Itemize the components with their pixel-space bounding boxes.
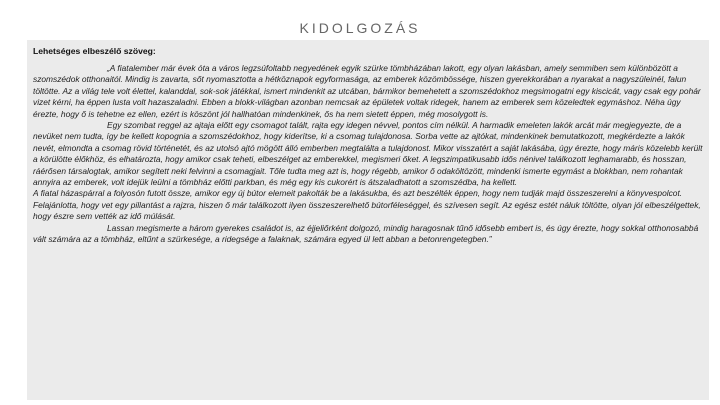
paragraph-3-text: A fiatal házaspárral a folyosón futott össze, amikor egy új bútor elemeit pakolták be a lakásukba, és azt beszélték éppen, hogy nem tudják majd összeszerelni a könyvespolcot. Felajánlotta, hogy vet egy pillantást a rajzra, hiszen ő már találkozott ilyen összeszerelhető bútorféleséggel, és szívesen segít. Az egész estét náluk töltötte, olyan jól elbeszélgettek, hogy észre sem vették az idő múlását. <box>33 188 701 222</box>
slide-title: KIDOLGOZÁS <box>299 20 421 36</box>
paragraph-4-text: Lassan megismerte a három gyerekes családot is, az éjjeliőrként dolgozó, mindig haragosnak tűnő idősebb embert is, és úgy érezte, hogy sokkal otthonosabbá vált számára az a tömbház, eltűnt a szürkesége, a ridegsége a falaknak, számára egyed ül lett abban a betonrengetegben.” <box>33 222 699 245</box>
narrative-text <box>33 63 703 246</box>
paragraph-1 <box>33 63 703 120</box>
paragraph-4 <box>33 223 703 246</box>
paragraph-2 <box>33 120 703 188</box>
content-heading: Lehetséges elbeszélő szöveg: <box>33 46 156 56</box>
content-box <box>27 40 709 400</box>
paragraph-2-text: Egy szombat reggel az ajtaja előtt egy csomagot talált, rajta egy idegen névvel, pontos cím nélkül. A harmadik emeleten lakók arcát már megjegyezte, de a nevüket nem tudta, így be kellett kopognia a szomszédokhoz, hogy kiderítse, ki a csomag tulajdonosa. Sorba vette az ajtókat, mindenkinek bemutatkozott, megkérdezte a lakók nevét, elmondta a csomag rövid történetét, és az utolsó ajtó mögött álló emberben megtalálta a tulajdonost. Mikor visszatért a saját lakásába, úgy érezte, hogy máris közelebb került a körülötte élőkhöz, és elhatározta, hogy amikor csak teheti, elbeszélget az emberekkel, megismeri őket. A legszimpatikusabb idős nénivel találkozott leghamarabb, és hosszan, ráérősen társalogtak, amikor segített neki felvinni a csomagjait. Tőle tudta meg azt is, hogy régebb, amikor ő odaköltözött, mindenki ismerte egymást a blokkban, nem rohantak annyira az emberek, volt idejük leülni a tömbház előtti parkban, és még egy kis cukorért is átszaladhatott a szomszédba, ha kellett. <box>33 120 703 188</box>
paragraph-1-text: „A fiatalember már évek óta a város legzsúfoltabb negyedének egyik szürke tömbházában lakott, egy olyan lakásban, amely semmiben sem különbözött a szomszédok otthonaitól. Mindig is zavarta, sőt nyomasztotta a hétköznapok egyformasága, az emberek közömbössége, hiszen gyerekkorában a nyarakat a nagyszüleinél, falun töltötte. Az a világ tele volt élettel, kalanddal, sok-sok játékkal, ismert mindenkit az utcában, bármikor bemehetett a szomszédokhoz megsimogatni egy kiscicát, vagy csak egy pohár vizet kérni, ha éppen lusta volt hazaszaladni. Ebben a blokk-világban azonban nemcsak az épületek voltak ridegek, hanem az emberek sem közeledtek egymáshoz. Néha úgy érezte, hogy ő is tehetne ez ellen, ezért is köszönt jól hallhatóan mindenkinek, ős ha nem sietett éppen, még mosolygott is. <box>33 63 701 119</box>
paragraph-3 <box>33 188 703 222</box>
